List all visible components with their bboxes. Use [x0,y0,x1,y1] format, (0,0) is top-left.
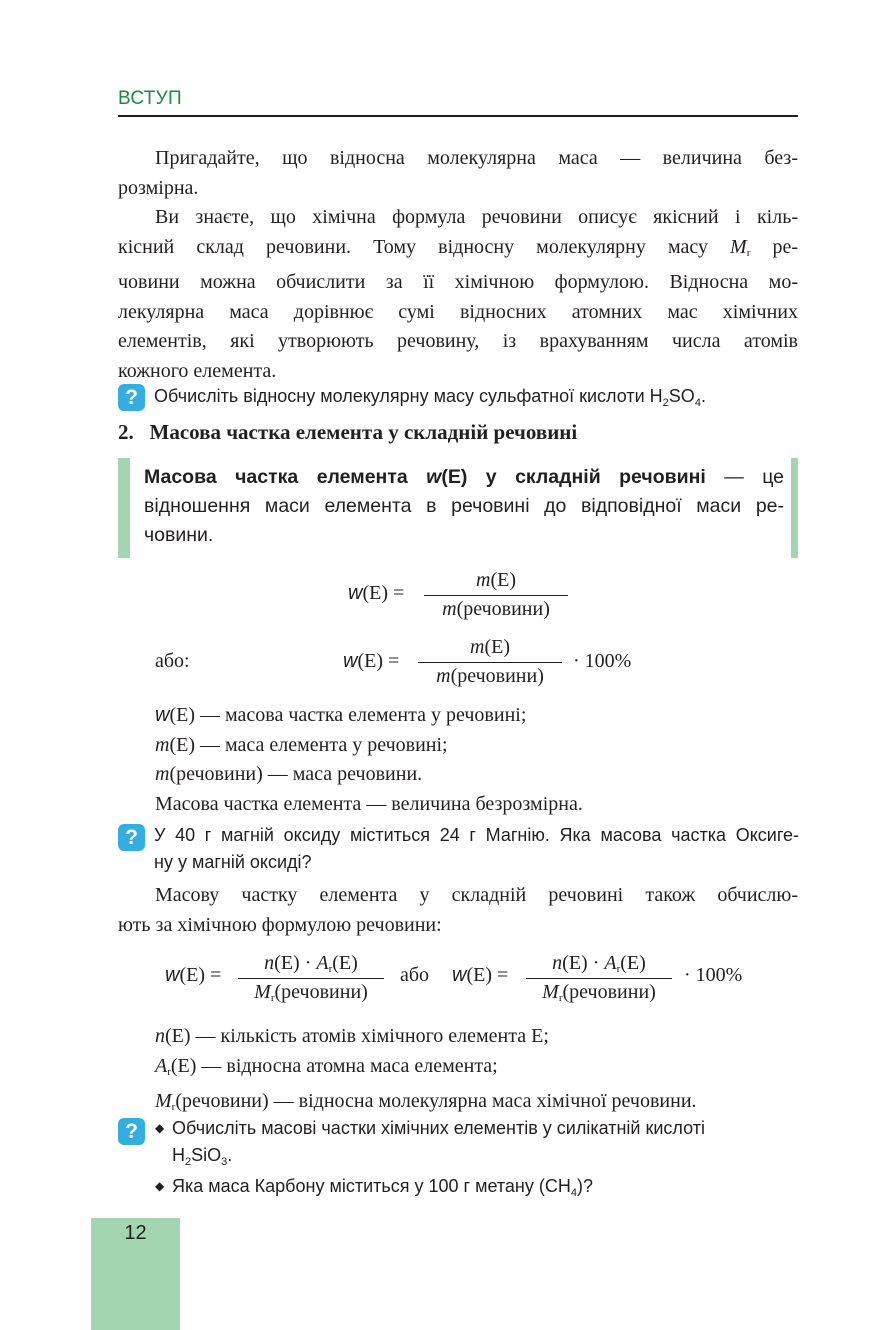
para1-line2: розмірна. [118,176,199,199]
formula-3-lhs-2: w(Е) = [452,964,509,986]
formula-3-fraction-2: $n(Е) \cdot A_r(Е)$ $M_r(речовини)$ [526,952,672,1004]
para2-line4: лекулярна маса дорівнює сумі відносних атомних мас хімічних [118,300,798,323]
formula-3-lhs: w(Е) = [165,964,222,986]
legend-2: n(Е) — кількість атомів хімічного елемента Е; $A_r(Е)$ — відносна атомна маса елемента; $M_r(речовини)$ — відносна молекулярна маса хімічної речовини. [155,1025,697,1113]
header-rule [118,115,798,117]
formula-1-fraction: m(Е) m(речовини) [424,569,568,621]
question-icon: ? [118,824,145,851]
formula-3-fraction: $n(Е) \cdot A_r(Е)$ $M_r(речовини)$ [238,952,384,1004]
formula-2-lhs: w(Е) = [343,650,400,672]
definition-bar-right [791,458,798,558]
bullet-icon: ◆ [155,1121,165,1135]
para2-line2: кісний склад речовини. Тому відносну молекулярну масу $M_r$ ре- [118,235,798,259]
definition-text: Масова частка елемента w(Е) у складній речовині — це відношення маси елемента в речовині до відповідної маси ре- човини. [144,466,785,546]
para1-line1: Пригадайте, що відносна молекулярна маса — величина без- [155,147,798,169]
question-3-item-1: Обчисліть масові частки хімічних елементів у силікатній кислоті $H_2SiO_3$. [172,1118,705,1168]
para2-line1: Ви знаєте, що хімічна формула речовини описує якісний і кіль- [155,206,798,228]
para2-line5: елементів, які утворюють речовину, із врахуванням числа атомів [118,330,798,352]
question-3-item-2: Яка маса Карбону міститься у 100 г метану $(CH_4)$? [172,1176,594,1199]
para2-line3: човини можна обчислити за її хімічною формулою. Відносна мо- [118,271,798,293]
formula-2-prefix: або: [155,650,190,672]
question-1-text: Обчисліть відносну молекулярну масу сульфатної кислоти $H_2SO_4$. [154,386,706,409]
section-title: 2. Масова частка елемента у складній речовині [118,420,578,444]
question-2-text: У 40 г магній оксиду міститься 24 г Магнію. Яка масова частка Оксиге- ну у магній оксиді? [154,825,799,872]
running-header: ВСТУП [118,88,182,109]
para2-line6: кожного елемента. [118,359,277,382]
definition-bar-left [118,458,130,558]
legend-1: w(Е) — масова частка елемента у речовині; m(Е) — маса елемента у речовині; m(речовини) — маса речовини. Масова частка елемента — величина безрозмірна. [155,704,583,815]
page-number: 12 [124,1222,147,1244]
formula-1-lhs: w(Е) = [348,582,405,604]
para3-line1: Масову частку елемента у складній речовині також обчислю- [155,884,798,906]
bullet-icon: ◆ [155,1179,165,1193]
definition-box [118,458,798,558]
paragraph-3 [118,881,798,940]
question-icon: ? [118,384,145,411]
paragraph-1 [118,144,798,203]
para3-line2: ють за хімічною формулою речовини: [118,913,442,936]
question-icon: ? [118,1118,145,1145]
formula-3-or: або [400,964,430,986]
formula-2-fraction: m(Е) m(речовини) [418,636,562,688]
formula-3-suffix: · 100% [684,964,743,986]
formula-2-suffix: · 100% [573,650,632,672]
paragraph-2 [118,203,798,386]
